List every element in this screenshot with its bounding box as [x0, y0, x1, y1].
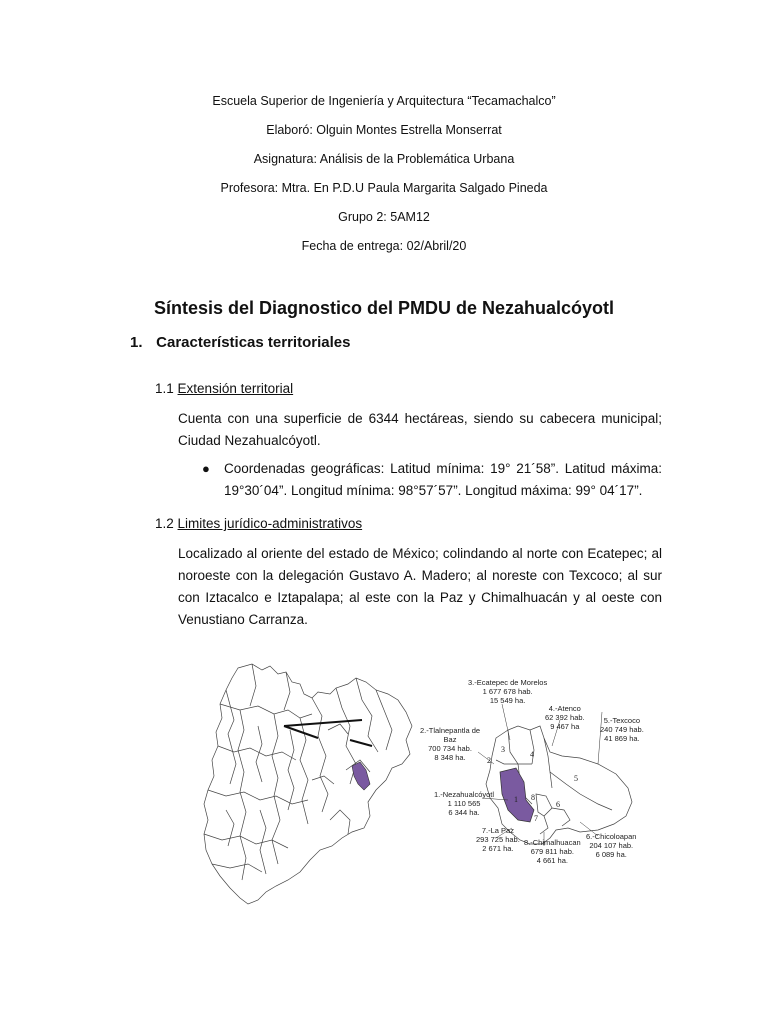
label-chimalhuacan: 8.-Chimalhuacan 679 811 hab. 4 661 ha.	[524, 838, 581, 865]
group-line: Grupo 2: 5AM12	[338, 210, 430, 224]
label-tlalnepantla: 2.-Tlalnepantla de Baz 700 734 hab. 8 348 ha.	[420, 726, 481, 762]
label-chicoloapan: 6.-Chicoloapan 204 107 hab. 6 089 ha.	[586, 832, 637, 859]
limits-paragraph: Localizado al oriente del estado de México; colindando al norte con Ecatepec; al noroeste con la delegación Gustavo A. Madero; al noreste con Texcoco; al sur con Iztacalco e Iztapalapa; al este con la Paz y Chimalhuacán y al oeste con Venustiano Carranza.	[178, 546, 662, 627]
coordinates-bullet	[178, 458, 662, 502]
region-number-6: 6	[556, 800, 560, 809]
label-atenco: 4.-Atenco 62 392 hab. 9 467 ha	[545, 704, 585, 731]
section-heading	[130, 334, 350, 351]
connector-line	[284, 726, 318, 738]
teacher-line: Profesora: Mtra. En P.D.U Paula Margarita Salgado Pineda	[220, 181, 548, 195]
label-ecatepec: 3.-Ecatepec de Morelos 1 677 678 hab. 15 549 ha.	[468, 678, 548, 705]
region-number-3: 3	[501, 745, 505, 754]
label-texcoco: 5.-Texcoco 240 749 hab. 41 869 ha.	[600, 716, 644, 743]
subsection-label: Extensión territorial	[177, 381, 294, 396]
region-number-4: 4	[530, 750, 534, 759]
connector-line	[350, 740, 372, 746]
date-line: Fecha de entrega: 02/Abril/20	[301, 239, 467, 253]
subject-line: Asignatura: Análisis de la Problemática Urbana	[253, 152, 515, 166]
author-line: Elaboró: Olguin Montes Estrella Monserrat	[266, 123, 502, 137]
location-map-figure	[200, 660, 660, 920]
region-number-8: 8	[531, 793, 535, 802]
subsection-number: 1.2	[155, 516, 174, 531]
connector-line	[284, 720, 362, 726]
section-label: Características territoriales	[156, 334, 351, 351]
region-number-1: 1	[514, 795, 518, 804]
label-nezahualcoyotl: 1.-Nezahualcóyotl 1 110 565 6 344 ha.	[434, 790, 495, 817]
state-highlight	[352, 762, 370, 790]
region-number-7: 7	[534, 814, 538, 823]
subsection-heading-1	[155, 381, 293, 396]
state-map	[204, 664, 412, 904]
region-number-2: 2	[487, 756, 491, 765]
label-lapaz: 7.-La Paz 293 725 hab. 2 671 ha.	[476, 826, 520, 853]
extension-paragraph: Cuenta con una superficie de 6344 hectáreas, siendo su cabecera municipal; Ciudad Nezahualcóyotl.	[178, 411, 662, 448]
subsection-number: 1.1	[155, 381, 174, 396]
school-line: Escuela Superior de Ingeniería y Arquitectura “Tecamachalco”	[212, 94, 556, 108]
section-number: 1.	[130, 334, 143, 351]
document-title: Síntesis del Diagnostico del PMDU de Nezahualcóyotl	[153, 298, 615, 318]
subsection-heading-2	[155, 516, 362, 531]
region-number-5: 5	[574, 774, 578, 783]
map-drawing	[200, 660, 660, 920]
coordinates-text: Coordenadas geográficas: Latitud mínima: 19° 21´58”. Latitud máxima: 19°30´04”. Longitud mínima: 98°57´57”. Longitud máxima: 99° 04´17”.	[224, 461, 662, 498]
subsection-label: Limites jurídico-administrativos	[177, 516, 363, 531]
bullet-icon: ●	[202, 461, 210, 476]
